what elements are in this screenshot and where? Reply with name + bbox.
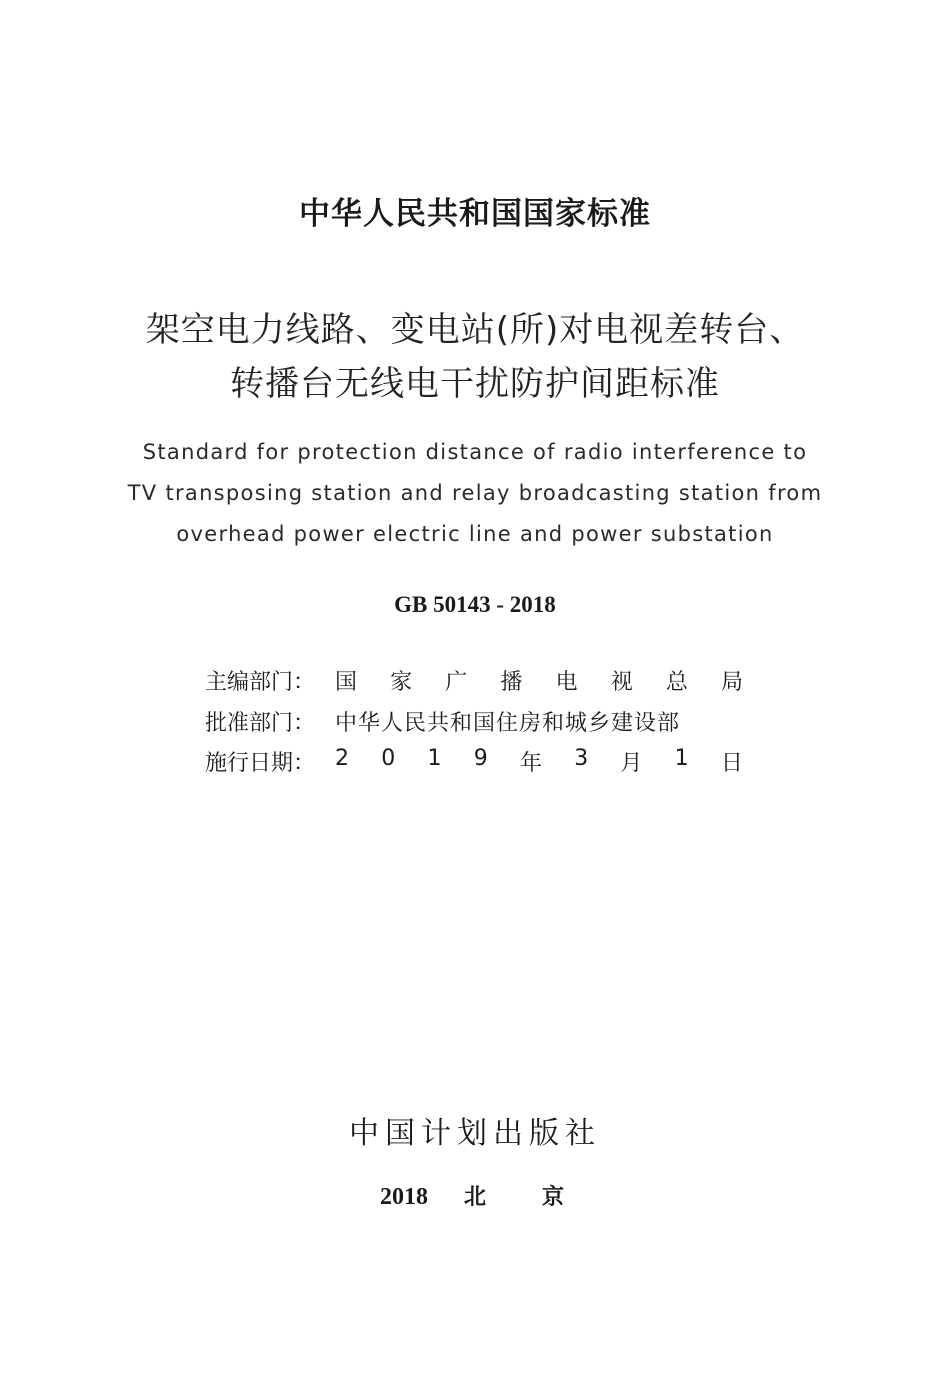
effective-date-char: 月 [620,751,643,776]
effective-date-label: 施行日期： [205,751,316,776]
chinese-title-line-2: 转播台无线电干扰防护间距标准 [230,364,720,404]
imprint-city-char: 京 [542,1185,565,1210]
chief-editor-char: 视 [610,670,633,695]
imprint [380,1180,564,1211]
english-title-line-2: TV transposing station and relay broadcasting station from [127,481,823,505]
effective-date-char: 3 [574,746,589,771]
chief-editor-char: 播 [500,670,523,695]
chief-editor-row [205,665,765,696]
approved-by-value: 中华人民共和国住房和城乡建设部 [335,711,681,736]
chief-editor-char: 电 [555,670,578,695]
effective-date-row [205,746,765,777]
chief-editor-char: 广 [445,670,468,695]
chief-editor-label: 主编部门： [205,670,316,695]
imprint-city [464,1180,564,1211]
effective-date-char: 年 [519,751,542,776]
effective-date-char: 9 [473,746,488,771]
chief-editor-char: 局 [720,670,743,695]
standard-category: 中华人民共和国国家标准 [299,196,651,232]
english-title-line-3: overhead power electric line and power substation [176,522,774,546]
chief-editor-value [335,665,765,696]
effective-date-char: 0 [381,746,396,771]
english-title-line-1: Standard for protection distance of radio interference to [142,440,808,464]
effective-date-char: 1 [427,746,442,771]
approved-by-row [205,706,765,737]
chief-editor-char: 总 [665,670,688,695]
imprint-year: 2018 [380,1184,428,1210]
chief-editor-char: 家 [390,670,413,695]
effective-date-value [335,746,765,777]
effective-date-char: 1 [674,746,689,771]
chief-editor-char: 国 [335,670,358,695]
publisher-name: 中国计划出版社 [349,1116,601,1151]
effective-date-char: 2 [335,746,349,771]
imprint-city-char: 北 [464,1185,487,1210]
standard-code: GB 50143 - 2018 [394,592,556,617]
effective-date-char: 日 [720,751,743,776]
approved-by-label: 批准部门： [205,711,316,736]
chinese-title-line-1: 架空电力线路、变电站(所)对电视差转台、 [145,310,805,350]
